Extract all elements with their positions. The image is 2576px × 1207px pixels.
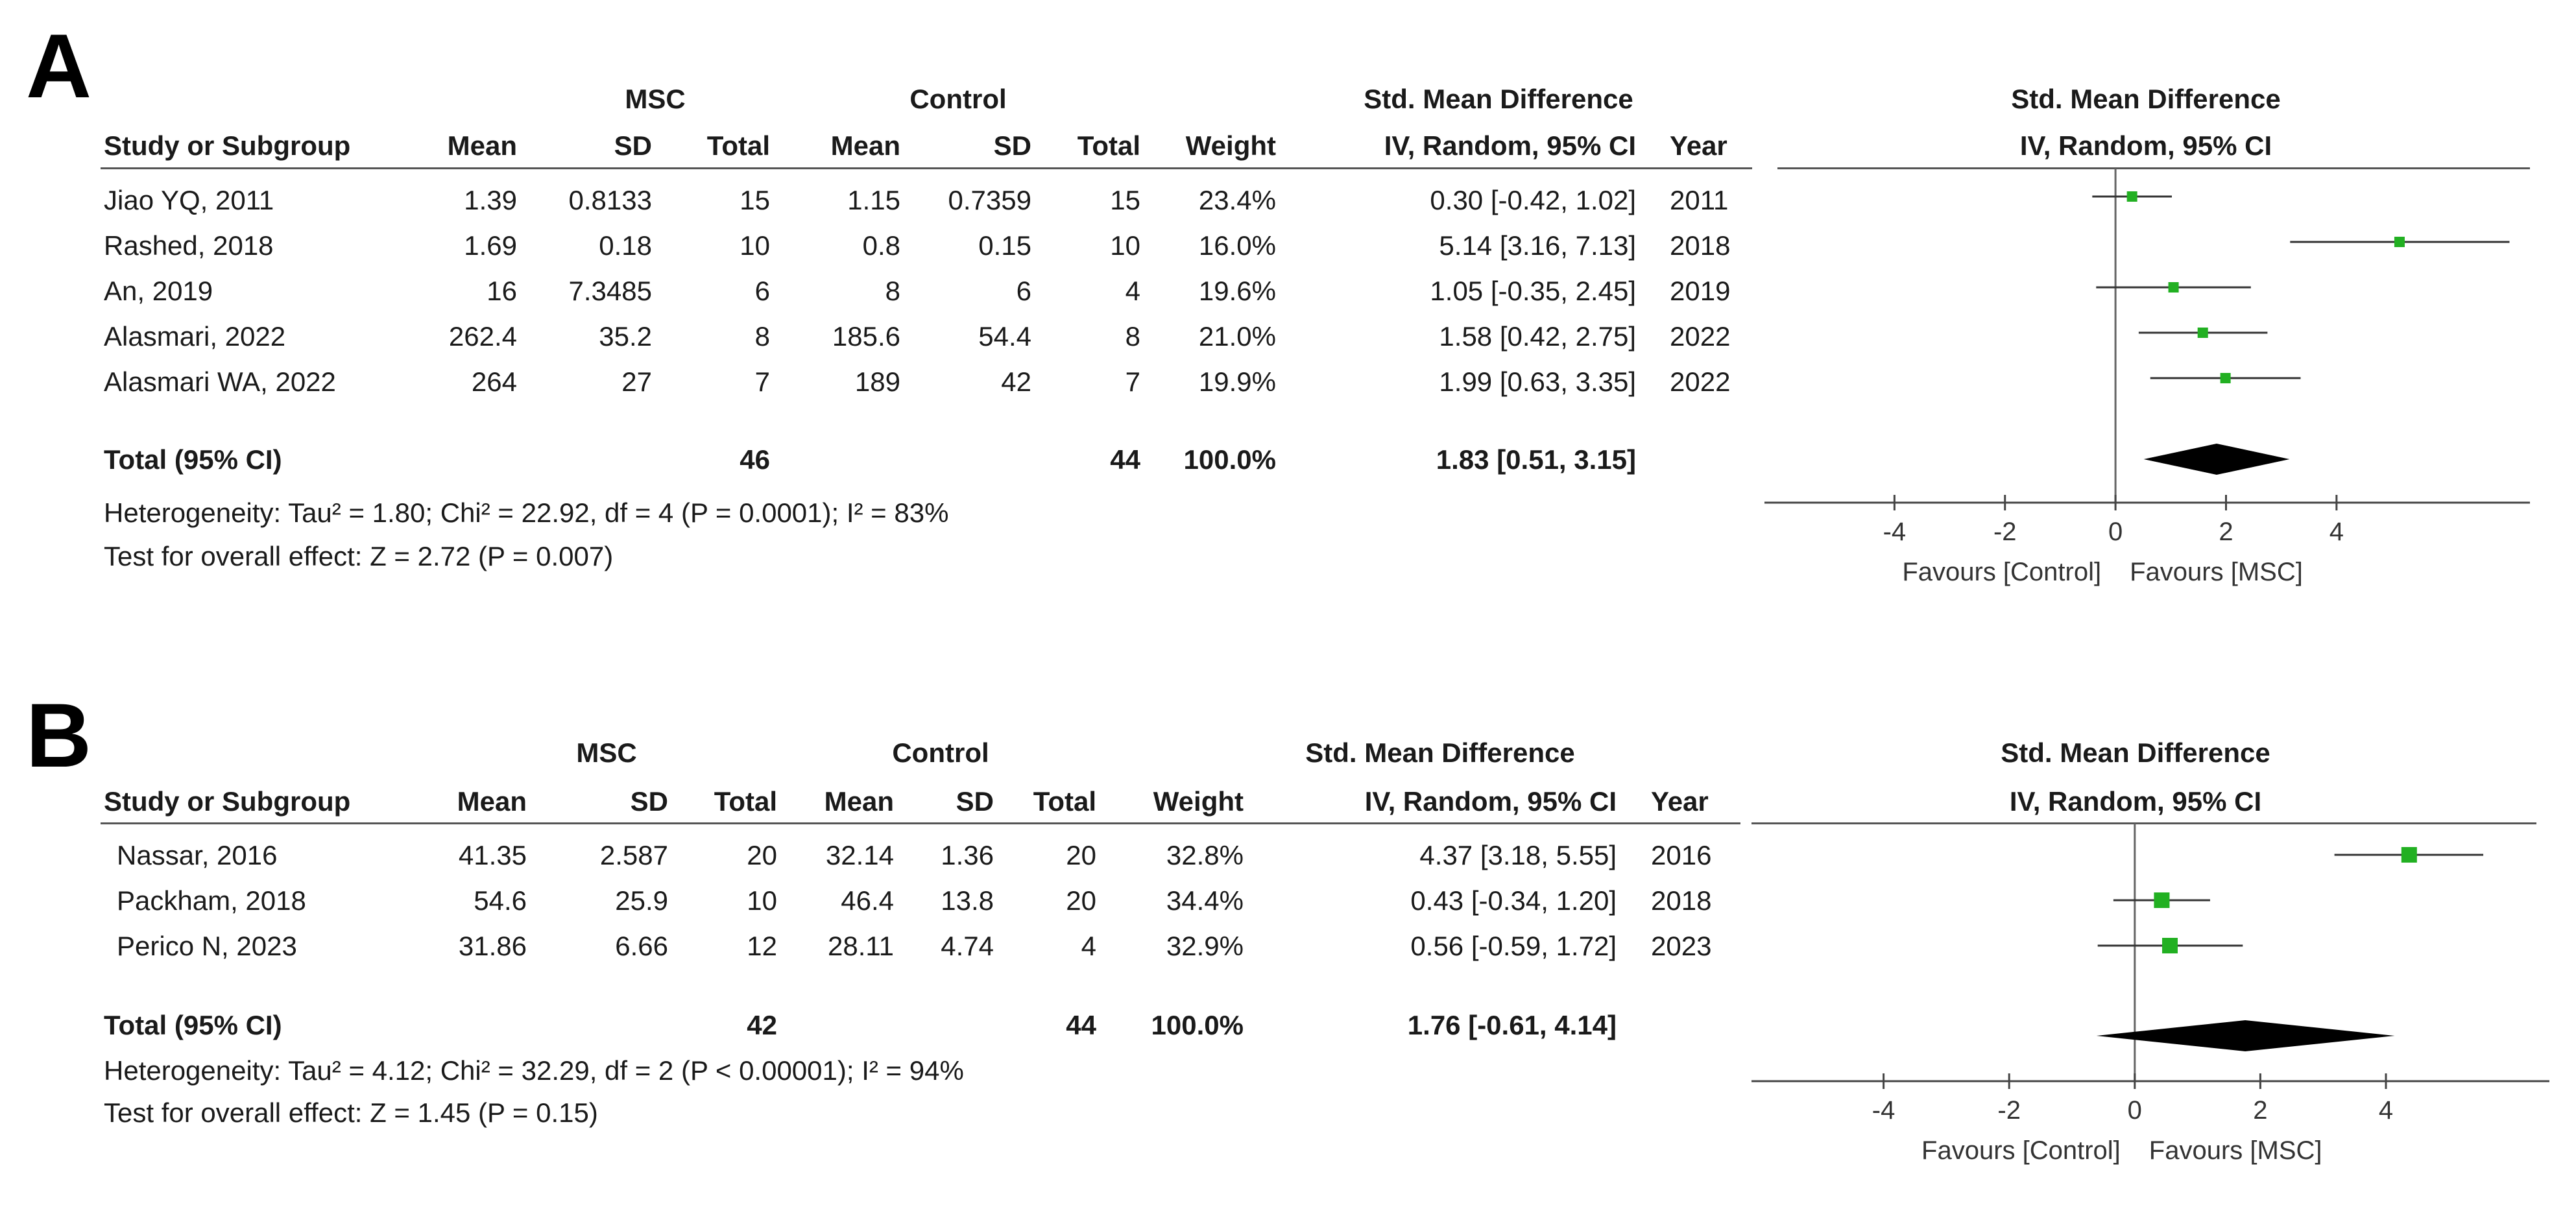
control-group-header: Control xyxy=(892,737,989,768)
msc-mean: 1.69 xyxy=(464,230,517,261)
msc-sd: 35.2 xyxy=(599,321,652,352)
ctrl-total: 20 xyxy=(1066,885,1096,916)
total-ctrl: 44 xyxy=(1110,444,1140,475)
col-study: Study or Subgroup xyxy=(104,130,351,161)
ctrl-sd: 4.74 xyxy=(941,931,994,961)
overall-effect-text: Test for overall effect: Z = 2.72 (P = 0.007) xyxy=(104,541,614,571)
weight: 34.4% xyxy=(1166,885,1244,916)
col-ctrl-sd: SD xyxy=(993,130,1031,161)
msc-sd: 25.9 xyxy=(615,885,668,916)
ctrl-mean: 185.6 xyxy=(832,321,900,352)
pooled-diamond xyxy=(2097,1020,2395,1051)
total-msc: 42 xyxy=(747,1010,777,1040)
effect-ci: 4.37 [3.18, 5.55] xyxy=(1419,840,1617,870)
col-ctrl-mean: Mean xyxy=(824,786,894,817)
header-divider xyxy=(101,167,1752,169)
ctrl-sd: 42 xyxy=(1001,366,1031,397)
msc-sd: 0.8133 xyxy=(568,185,652,215)
total-effect-ci: 1.76 [-0.61, 4.14] xyxy=(1407,1010,1617,1040)
study-name: Alasmari, 2022 xyxy=(104,321,286,352)
ctrl-total: 4 xyxy=(1081,931,1096,961)
ctrl-total: 20 xyxy=(1066,840,1096,870)
msc-mean: 54.6 xyxy=(474,885,527,916)
ctrl-sd: 0.15 xyxy=(978,230,1031,261)
col-ctrl-sd: SD xyxy=(956,786,994,817)
year: 2019 xyxy=(1670,276,1731,306)
weight: 21.0% xyxy=(1198,321,1276,352)
msc-total: 10 xyxy=(740,230,770,261)
msc-total: 20 xyxy=(747,840,777,870)
total-label: Total (95% CI) xyxy=(104,1010,282,1040)
weight: 32.9% xyxy=(1166,931,1244,961)
year: 2018 xyxy=(1670,230,1731,261)
forest-plot-area xyxy=(1751,824,2549,1206)
x-tick-label: -4 xyxy=(1872,1096,1896,1125)
weight: 23.4% xyxy=(1198,185,1276,215)
effect-header: Std. Mean Difference xyxy=(1305,737,1575,768)
col-weight: Weight xyxy=(1185,130,1276,161)
msc-mean: 264 xyxy=(471,366,517,397)
effect-marker xyxy=(2221,373,2231,383)
overall-effect-text: Test for overall effect: Z = 1.45 (P = 0.15) xyxy=(104,1097,598,1128)
col-effect-ci: IV, Random, 95% CI xyxy=(1364,786,1617,817)
forest-plot-area xyxy=(1764,169,2543,603)
col-year: Year xyxy=(1651,786,1709,817)
favours-control-label: Favours [Control] xyxy=(1921,1136,2121,1165)
msc-total: 12 xyxy=(747,931,777,961)
favours-msc-label: Favours [MSC] xyxy=(2149,1136,2322,1165)
ctrl-sd: 6 xyxy=(1016,276,1031,306)
ctrl-total: 8 xyxy=(1125,321,1140,352)
msc-mean: 1.39 xyxy=(464,185,517,215)
year: 2011 xyxy=(1670,185,1729,215)
study-name: Packham, 2018 xyxy=(117,885,306,916)
effect-ci: 5.14 [3.16, 7.13] xyxy=(1439,230,1636,261)
plot-subtitle: IV, Random, 95% CI xyxy=(2019,130,2272,161)
heterogeneity-text: Heterogeneity: Tau² = 1.80; Chi² = 22.92, df = 4 (P = 0.0001); I² = 83% xyxy=(104,497,949,528)
effect-ci: 0.30 [-0.42, 1.02] xyxy=(1430,185,1636,215)
year: 2023 xyxy=(1651,931,1712,961)
ctrl-sd: 1.36 xyxy=(941,840,994,870)
msc-total: 7 xyxy=(754,366,770,397)
x-tick-label: 0 xyxy=(2127,1096,2142,1125)
plot-title: Std. Mean Difference xyxy=(2011,84,2281,114)
col-msc-total: Total xyxy=(714,786,777,817)
col-ctrl-total: Total xyxy=(1033,786,1096,817)
effect-ci: 1.05 [-0.35, 2.45] xyxy=(1430,276,1636,306)
col-year: Year xyxy=(1670,130,1727,161)
msc-mean: 262.4 xyxy=(448,321,517,352)
effect-marker xyxy=(2198,328,2208,338)
panel-label: A xyxy=(26,15,92,117)
msc-mean: 16 xyxy=(487,276,517,306)
year: 2018 xyxy=(1651,885,1712,916)
msc-sd: 7.3485 xyxy=(568,276,652,306)
x-tick-label: -2 xyxy=(1997,1096,2021,1125)
col-weight: Weight xyxy=(1153,786,1244,817)
ctrl-mean: 1.15 xyxy=(847,185,900,215)
effect-marker xyxy=(2162,938,2178,953)
x-tick-label: -2 xyxy=(1993,518,2017,546)
msc-mean: 31.86 xyxy=(458,931,527,961)
study-name: Perico N, 2023 xyxy=(117,931,297,961)
msc-group-header: MSC xyxy=(576,737,637,768)
study-name: Rashed, 2018 xyxy=(104,230,274,261)
ctrl-sd: 54.4 xyxy=(978,321,1031,352)
ctrl-mean: 189 xyxy=(854,366,900,397)
ctrl-mean: 28.11 xyxy=(828,931,894,961)
msc-group-header: MSC xyxy=(625,84,686,114)
msc-total: 10 xyxy=(747,885,777,916)
ctrl-mean: 0.8 xyxy=(862,230,900,261)
total-weight: 100.0% xyxy=(1183,444,1276,475)
total-label: Total (95% CI) xyxy=(104,444,282,475)
ctrl-total: 7 xyxy=(1125,366,1140,397)
study-name: Nassar, 2016 xyxy=(117,840,278,870)
msc-sd: 2.587 xyxy=(599,840,668,870)
year: 2022 xyxy=(1670,321,1731,352)
x-tick-label: -4 xyxy=(1883,518,1907,546)
ctrl-total: 15 xyxy=(1110,185,1140,215)
plot-title: Std. Mean Difference xyxy=(2001,737,2270,768)
year: 2022 xyxy=(1670,366,1731,397)
heterogeneity-text: Heterogeneity: Tau² = 4.12; Chi² = 32.29, df = 2 (P < 0.00001); I² = 94% xyxy=(104,1055,964,1086)
effect-marker xyxy=(2401,847,2417,863)
msc-sd: 27 xyxy=(621,366,652,397)
ctrl-total: 4 xyxy=(1125,276,1140,306)
x-tick-label: 4 xyxy=(2378,1096,2394,1125)
ctrl-total: 10 xyxy=(1110,230,1140,261)
x-tick-label: 2 xyxy=(2219,518,2233,546)
msc-mean: 41.35 xyxy=(458,840,527,870)
col-study: Study or Subgroup xyxy=(104,786,351,817)
effect-marker xyxy=(2394,237,2405,247)
effect-marker xyxy=(2127,191,2137,202)
weight: 19.9% xyxy=(1198,366,1276,397)
col-ctrl-mean: Mean xyxy=(830,130,900,161)
x-tick-label: 2 xyxy=(2253,1096,2268,1125)
col-msc-total: Total xyxy=(706,130,770,161)
ctrl-mean: 32.14 xyxy=(825,840,894,870)
msc-total: 8 xyxy=(754,321,770,352)
effect-ci: 0.43 [-0.34, 1.20] xyxy=(1410,885,1617,916)
effect-marker xyxy=(2154,892,2169,908)
effect-header: Std. Mean Difference xyxy=(1364,84,1633,114)
msc-total: 15 xyxy=(740,185,770,215)
header-divider xyxy=(101,822,1740,824)
ctrl-mean: 8 xyxy=(885,276,900,306)
pooled-diamond xyxy=(2144,444,2290,475)
ctrl-mean: 46.4 xyxy=(841,885,894,916)
total-effect-ci: 1.83 [0.51, 3.15] xyxy=(1436,444,1636,475)
ctrl-sd: 0.7359 xyxy=(948,185,1031,215)
favours-msc-label: Favours [MSC] xyxy=(2130,558,2303,586)
msc-sd: 0.18 xyxy=(599,230,652,261)
total-msc: 46 xyxy=(740,444,770,475)
control-group-header: Control xyxy=(909,84,1007,114)
col-msc-sd: SD xyxy=(630,786,668,817)
effect-marker xyxy=(2169,282,2179,293)
year: 2016 xyxy=(1651,840,1712,870)
weight: 16.0% xyxy=(1198,230,1276,261)
col-msc-mean: Mean xyxy=(457,786,527,817)
study-name: Alasmari WA, 2022 xyxy=(104,366,336,397)
col-effect-ci: IV, Random, 95% CI xyxy=(1384,130,1636,161)
panel-label: B xyxy=(26,684,92,786)
col-ctrl-total: Total xyxy=(1077,130,1140,161)
effect-ci: 0.56 [-0.59, 1.72] xyxy=(1410,931,1617,961)
col-msc-mean: Mean xyxy=(447,130,517,161)
forest-plot-panel-a xyxy=(0,0,2576,603)
total-weight: 100.0% xyxy=(1151,1010,1244,1040)
study-name: An, 2019 xyxy=(104,276,213,306)
effect-ci: 1.99 [0.63, 3.35] xyxy=(1439,366,1636,397)
study-name: Jiao YQ, 2011 xyxy=(104,185,274,215)
x-tick-label: 4 xyxy=(2329,518,2344,546)
x-tick-label: 0 xyxy=(2108,518,2123,546)
effect-ci: 1.58 [0.42, 2.75] xyxy=(1439,321,1636,352)
msc-total: 6 xyxy=(754,276,770,306)
favours-control-label: Favours [Control] xyxy=(1902,558,2102,586)
forest-plot-panel-b xyxy=(0,655,2576,1207)
total-ctrl: 44 xyxy=(1066,1010,1096,1040)
plot-subtitle: IV, Random, 95% CI xyxy=(2009,786,2262,817)
weight: 19.6% xyxy=(1198,276,1276,306)
ctrl-sd: 13.8 xyxy=(941,885,994,916)
col-msc-sd: SD xyxy=(614,130,652,161)
msc-sd: 6.66 xyxy=(615,931,668,961)
weight: 32.8% xyxy=(1166,840,1244,870)
